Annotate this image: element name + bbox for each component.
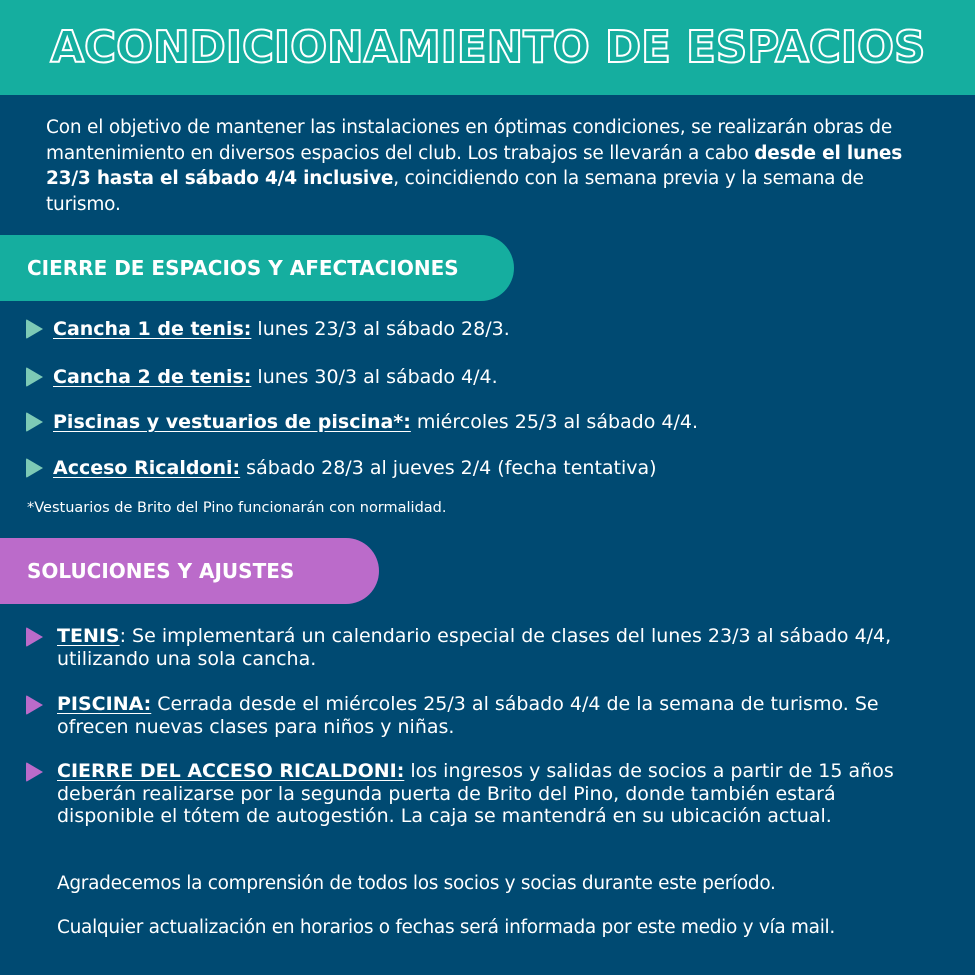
closure-item-acceso-ricaldoni: [26, 457, 657, 479]
intro-paragraph: [46, 115, 926, 217]
header-banner: [0, 0, 975, 95]
footnote: *Vestuarios de Brito del Pino funcionarán con normalidad.: [27, 500, 447, 516]
play-triangle-icon: [26, 627, 43, 647]
closure-label: Acceso Ricaldoni:: [53, 457, 241, 479]
closure-item-cancha-2: [26, 366, 498, 388]
intro-text-start: Con el objetivo de mantener las instalaciones en óptimas condiciones, se realizarán obras de mantenimiento en diversos espacios del club. Los trabajos se llevarán a cabo: [46, 117, 893, 164]
play-triangle-icon: [26, 412, 43, 432]
solution-item-tenis: [26, 625, 926, 670]
closing-updates: Cualquier actualización en horarios o fechas será informada por este medio y vía mail.: [57, 917, 835, 938]
solution-text: : Se implementará un calendario especial de clases del lunes 23/3 al sábado 4/4, utilizando una sola cancha.: [57, 625, 892, 670]
closure-dates: lunes 30/3 al sábado 4/4.: [251, 366, 498, 388]
play-triangle-icon: [26, 695, 43, 715]
play-triangle-icon: [26, 319, 43, 339]
page-title: ACONDICIONAMIENTO DE ESPACIOS: [49, 22, 926, 73]
solutions-heading-label: SOLUCIONES Y AJUSTES: [27, 559, 295, 583]
solution-item-acceso-ricaldoni: [26, 760, 926, 828]
solution-text: Cerrada desde el miércoles 25/3 al sábado 4/4 de la semana de turismo. Se ofrecen nuevas clases para niños y niñas.: [57, 693, 879, 738]
closure-label: Cancha 2 de tenis:: [53, 366, 252, 388]
closure-dates: lunes 23/3 al sábado 28/3.: [251, 318, 510, 340]
closures-heading: [0, 235, 514, 301]
play-triangle-icon: [26, 367, 43, 387]
solutions-heading: [0, 538, 379, 604]
solution-text: los ingresos y salidas de socios a partir de 15 años deberán realizarse por la segunda puerta de Brito del Pino, donde también estará disponible el tótem de autogestión. La caja se mantendrá en su ubicación actual.: [57, 760, 894, 827]
solution-item-piscina: [26, 693, 926, 738]
intro-text-end: , coincidiendo con la semana previa y la semana de turismo.: [46, 168, 864, 215]
solution-label: PISCINA:: [57, 693, 152, 715]
closure-dates: miércoles 25/3 al sábado 4/4.: [410, 411, 699, 433]
solution-label: TENIS: [57, 625, 120, 647]
solution-label: CIERRE DEL ACCESO RICALDONI:: [57, 760, 405, 782]
closure-label: Cancha 1 de tenis:: [53, 318, 252, 340]
closure-dates: sábado 28/3 al jueves 2/4 (fecha tentativa): [240, 457, 657, 479]
closures-heading-label: CIERRE DE ESPACIOS Y AFECTACIONES: [27, 256, 459, 280]
closing-thanks: Agradecemos la comprensión de todos los socios y socias durante este período.: [57, 873, 776, 894]
closure-label: Piscinas y vestuarios de piscina*:: [53, 411, 411, 433]
play-triangle-icon: [26, 762, 43, 782]
intro-dates-bold: desde el lunes 23/3 hasta el sábado 4/4 inclusive: [46, 142, 903, 189]
play-triangle-icon: [26, 458, 43, 478]
closure-item-cancha-1: [26, 318, 510, 340]
closure-item-piscinas: [26, 411, 698, 433]
